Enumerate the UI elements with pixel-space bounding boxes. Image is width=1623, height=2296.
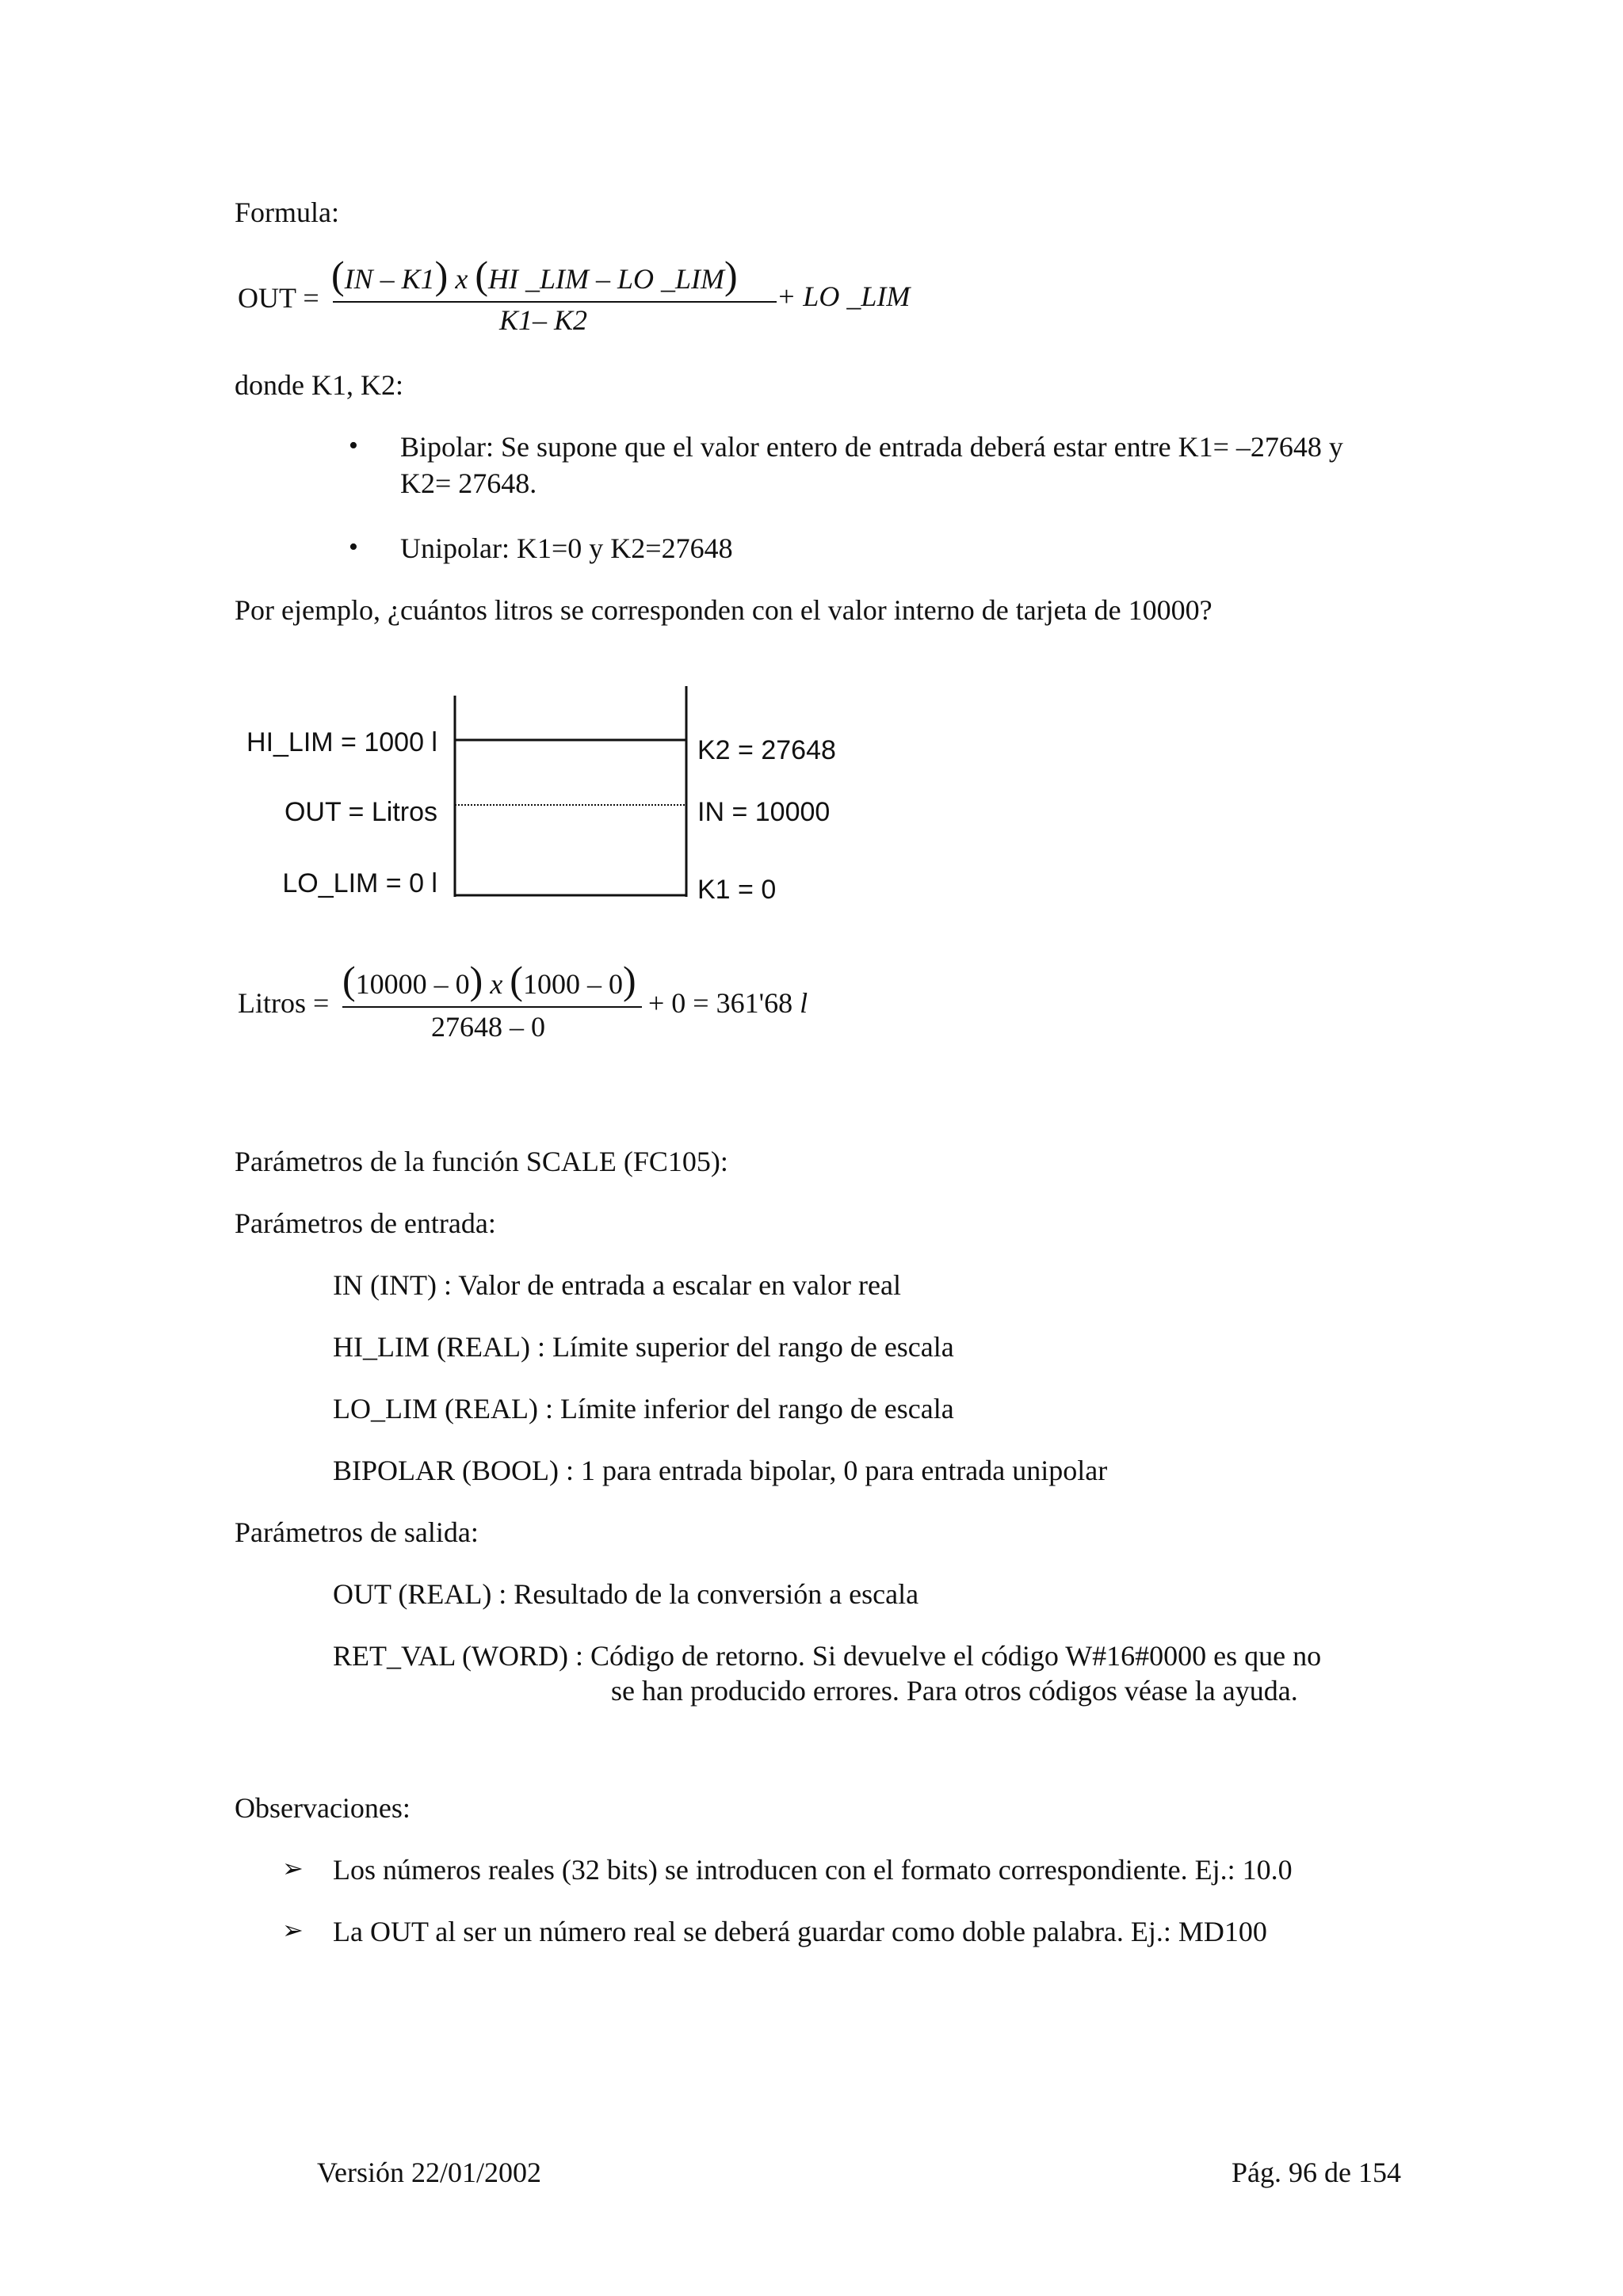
footer-version: Versión 22/01/2002 bbox=[317, 2157, 541, 2188]
arrow-bullet-icon: ➢ bbox=[282, 1853, 304, 1883]
bullet-icon: • bbox=[349, 431, 358, 460]
litros-lhs: Litros = bbox=[238, 987, 330, 1019]
formula-heading: Formula: bbox=[235, 196, 339, 228]
param-in: IN (INT) : Valor de entrada a escalar en valor real bbox=[333, 1269, 901, 1301]
bullet-icon: • bbox=[349, 532, 358, 562]
footer-page-number: Pág. 96 de 154 bbox=[1232, 2157, 1401, 2188]
input-params-heading: Parámetros de entrada: bbox=[235, 1207, 496, 1239]
litros-fraction-bar bbox=[342, 1006, 642, 1008]
formula-numerator: (IN – K1) x (HI _LIM – LO _LIM) bbox=[331, 253, 738, 297]
in-label: IN = 10000 bbox=[697, 797, 831, 827]
hi-lim-label: HI_LIM = 1000 l bbox=[246, 727, 437, 757]
param-bipolar: BIPOLAR (BOOL) : 1 para entrada bipolar, 0 para entrada unipolar bbox=[333, 1455, 1108, 1486]
observations-heading: Observaciones: bbox=[235, 1792, 411, 1824]
arrow-bullet-icon: ➢ bbox=[282, 1915, 304, 1945]
formula-fraction-bar bbox=[333, 301, 777, 303]
output-params-heading: Parámetros de salida: bbox=[235, 1516, 479, 1548]
litros-numerator: (10000 – 0) x (1000 – 0) bbox=[342, 958, 636, 1002]
observation-out: La OUT al ser un número real se deberá guardar como doble palabra. Ej.: MD100 bbox=[333, 1916, 1267, 1947]
observation-reals: Los números reales (32 bits) se introducen con el formato correspondiente. Ej.: 10.0 bbox=[333, 1854, 1293, 1886]
litros-denominator: 27648 – 0 bbox=[431, 1011, 545, 1043]
out-label: OUT = Litros bbox=[284, 797, 437, 827]
example-question: Por ejemplo, ¿cuántos litros se corresponden con el valor interno de tarjeta de 10000? bbox=[235, 594, 1212, 626]
formula-lhs: OUT = bbox=[238, 282, 319, 314]
bullet-bipolar-line1: Bipolar: Se supone que el valor entero de entrada deberá estar entre K1= –27648 y bbox=[400, 431, 1343, 463]
k1-label: K1 = 0 bbox=[697, 875, 777, 905]
formula-tail: + LO _LIM bbox=[777, 280, 911, 312]
donde-text: donde K1, K2: bbox=[235, 369, 403, 401]
bullet-unipolar: Unipolar: K1=0 y K2=27648 bbox=[400, 532, 733, 564]
k2-label: K2 = 27648 bbox=[697, 735, 836, 765]
param-ret-val-cont: se han producido errores. Para otros códigos véase la ayuda. bbox=[611, 1675, 1298, 1707]
param-lo-lim: LO_LIM (REAL) : Límite inferior del rango de escala bbox=[333, 1393, 954, 1425]
formula-denominator: K1– K2 bbox=[499, 304, 588, 336]
litros-result: + 0 = 361'68 l bbox=[648, 987, 808, 1019]
params-heading: Parámetros de la función SCALE (FC105): bbox=[235, 1146, 728, 1177]
param-ret-val: RET_VAL (WORD) : Código de retorno. Si devuelve el código W#16#0000 es que no bbox=[333, 1640, 1322, 1672]
param-out: OUT (REAL) : Resultado de la conversión a escala bbox=[333, 1578, 919, 1610]
lo-lim-label: LO_LIM = 0 l bbox=[282, 868, 437, 898]
param-hi-lim: HI_LIM (REAL) : Límite superior del rango de escala bbox=[333, 1331, 954, 1363]
bullet-bipolar-line2: K2= 27648. bbox=[400, 467, 537, 499]
